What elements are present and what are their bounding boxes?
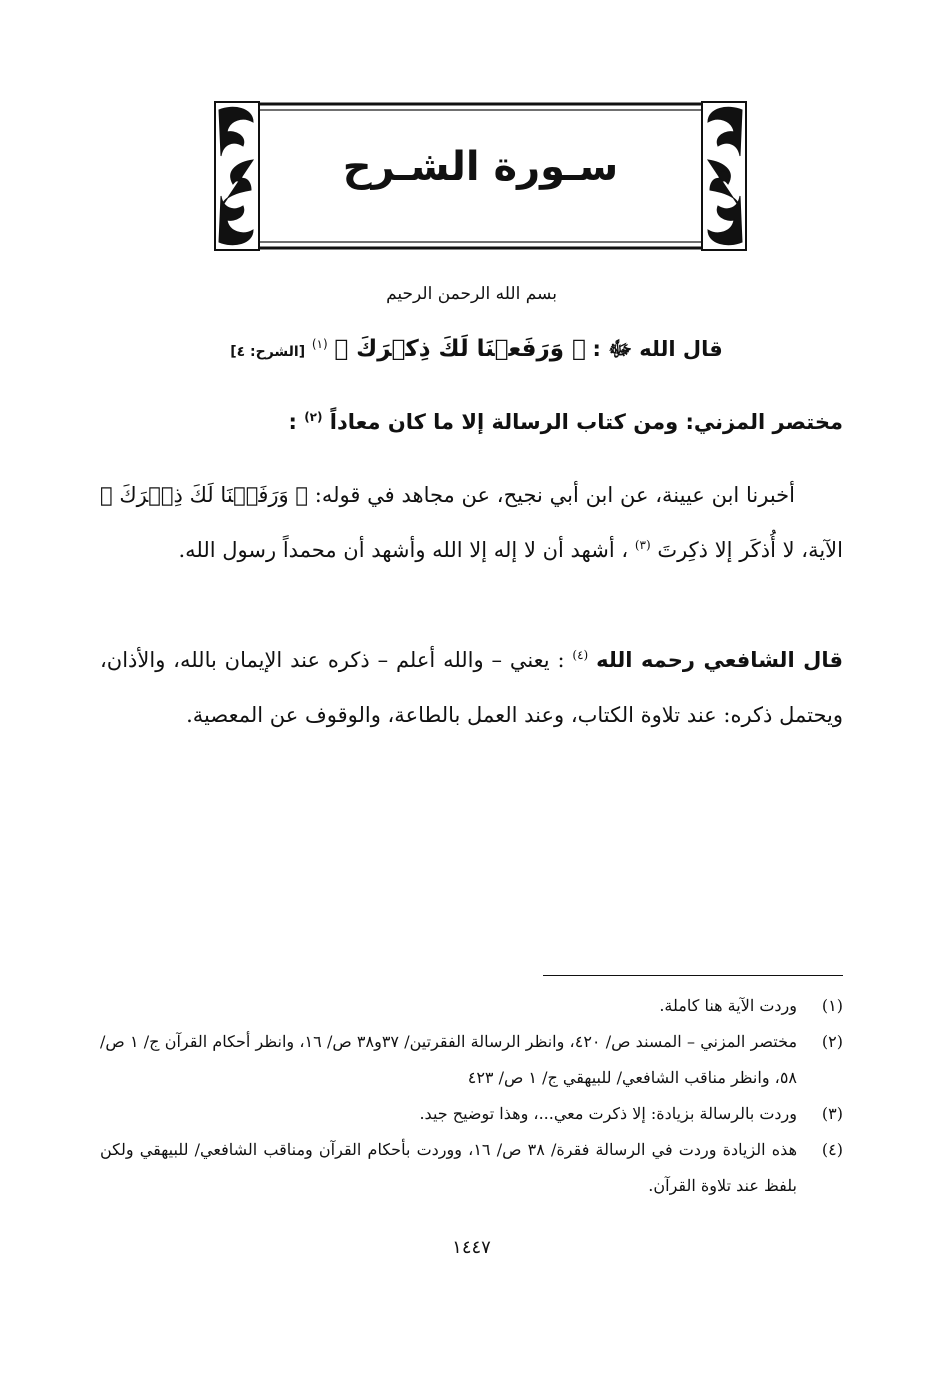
footnote-marker-3[interactable]: (٣)	[634, 538, 651, 552]
title-frame	[213, 100, 748, 252]
footnote-text: وردت الآية هنا كاملة.	[659, 996, 797, 1015]
footnote-marker-1[interactable]: (١)	[311, 337, 328, 351]
paragraph-1-text-b: ، أشهد أن لا إله إلا الله وأشهد أن محمداً رسول الله.	[178, 538, 629, 562]
footnote-item	[100, 1132, 843, 1204]
verse-line	[120, 336, 833, 367]
section-heading	[100, 410, 843, 434]
qal-allah: قال الله ﷻ :	[592, 337, 723, 361]
verse-reference: [الشرح: ٤]	[230, 344, 306, 360]
basmala: بسم الله الرحمن الرحيم	[386, 284, 557, 304]
footnote-text: مختصر المزني – المسند ص/ ٤٢٠، وانظر الرسالة الفقرتين/ ٣٧و٣٨ ص/ ١٦، وانظر أحكام القرآن ج/ ١ ص/ ٥٨، وانظر مناقب الشافعي/ للبيهقي ج/ ١ ص/ ٤٢٣	[100, 1032, 798, 1087]
heading-suffix: :	[288, 410, 297, 434]
page-number: ١٤٤٧	[452, 1237, 491, 1258]
paragraph-1	[100, 468, 843, 578]
footnote-text: وردت بالرسالة بزيادة: إلا ذكرت معي...، وهذا توضيح جيد.	[419, 1104, 797, 1123]
footnote-marker-2[interactable]: (٢)	[304, 410, 323, 424]
footnote-number: (٢)	[821, 1032, 843, 1051]
footnote-number: (٣)	[821, 1104, 843, 1123]
quran-verse: ﴿ وَرَفَعۡنَا لَكَ ذِكۡرَكَ ﴾	[334, 336, 586, 362]
footnote-number: (١)	[821, 996, 843, 1015]
footnote-divider	[543, 975, 843, 976]
footnote-text: هذه الزيادة وردت في الرسالة فقرة/ ٣٨ ص/ ١٦، ووردت بأحكام القرآن ومناقب الشافعي/ للبيهقي ولكن بلفظ عند تلاوة القرآن.	[100, 1140, 798, 1195]
footnote-marker-4[interactable]: (٤)	[572, 648, 589, 662]
footnote-item	[100, 1024, 843, 1096]
surah-title: سـورة الشـرح	[342, 144, 619, 190]
paragraph-2	[100, 633, 843, 743]
heading-text: مختصر المزني: ومن كتاب الرسالة إلا ما كان معاداً	[329, 410, 843, 434]
paragraph-2-text: : يعني – والله أعلم – ذكره عند الإيمان بالله، والأذان، ويحتمل ذكره: عند تلاوة الكتاب، وعند العمل بالطاعة، والوقوف عن المعصية.	[100, 648, 843, 727]
paragraph-1-text-a: أخبرنا ابن عيينة، عن ابن أبي نجيح، عن مجاهد في قوله: ﴿ وَرَفَعۡنَا لَكَ ذِكۡرَكَ ﴾ الآية، لا أُذكَر إلا ذكِرتَ	[100, 483, 843, 562]
footnotes	[100, 988, 843, 1204]
footnote-item	[100, 1096, 843, 1132]
footnote-number: (٤)	[821, 1140, 843, 1159]
footnote-item	[100, 988, 843, 1024]
paragraph-2-lead: قال الشافعي رحمه الله	[596, 648, 843, 672]
